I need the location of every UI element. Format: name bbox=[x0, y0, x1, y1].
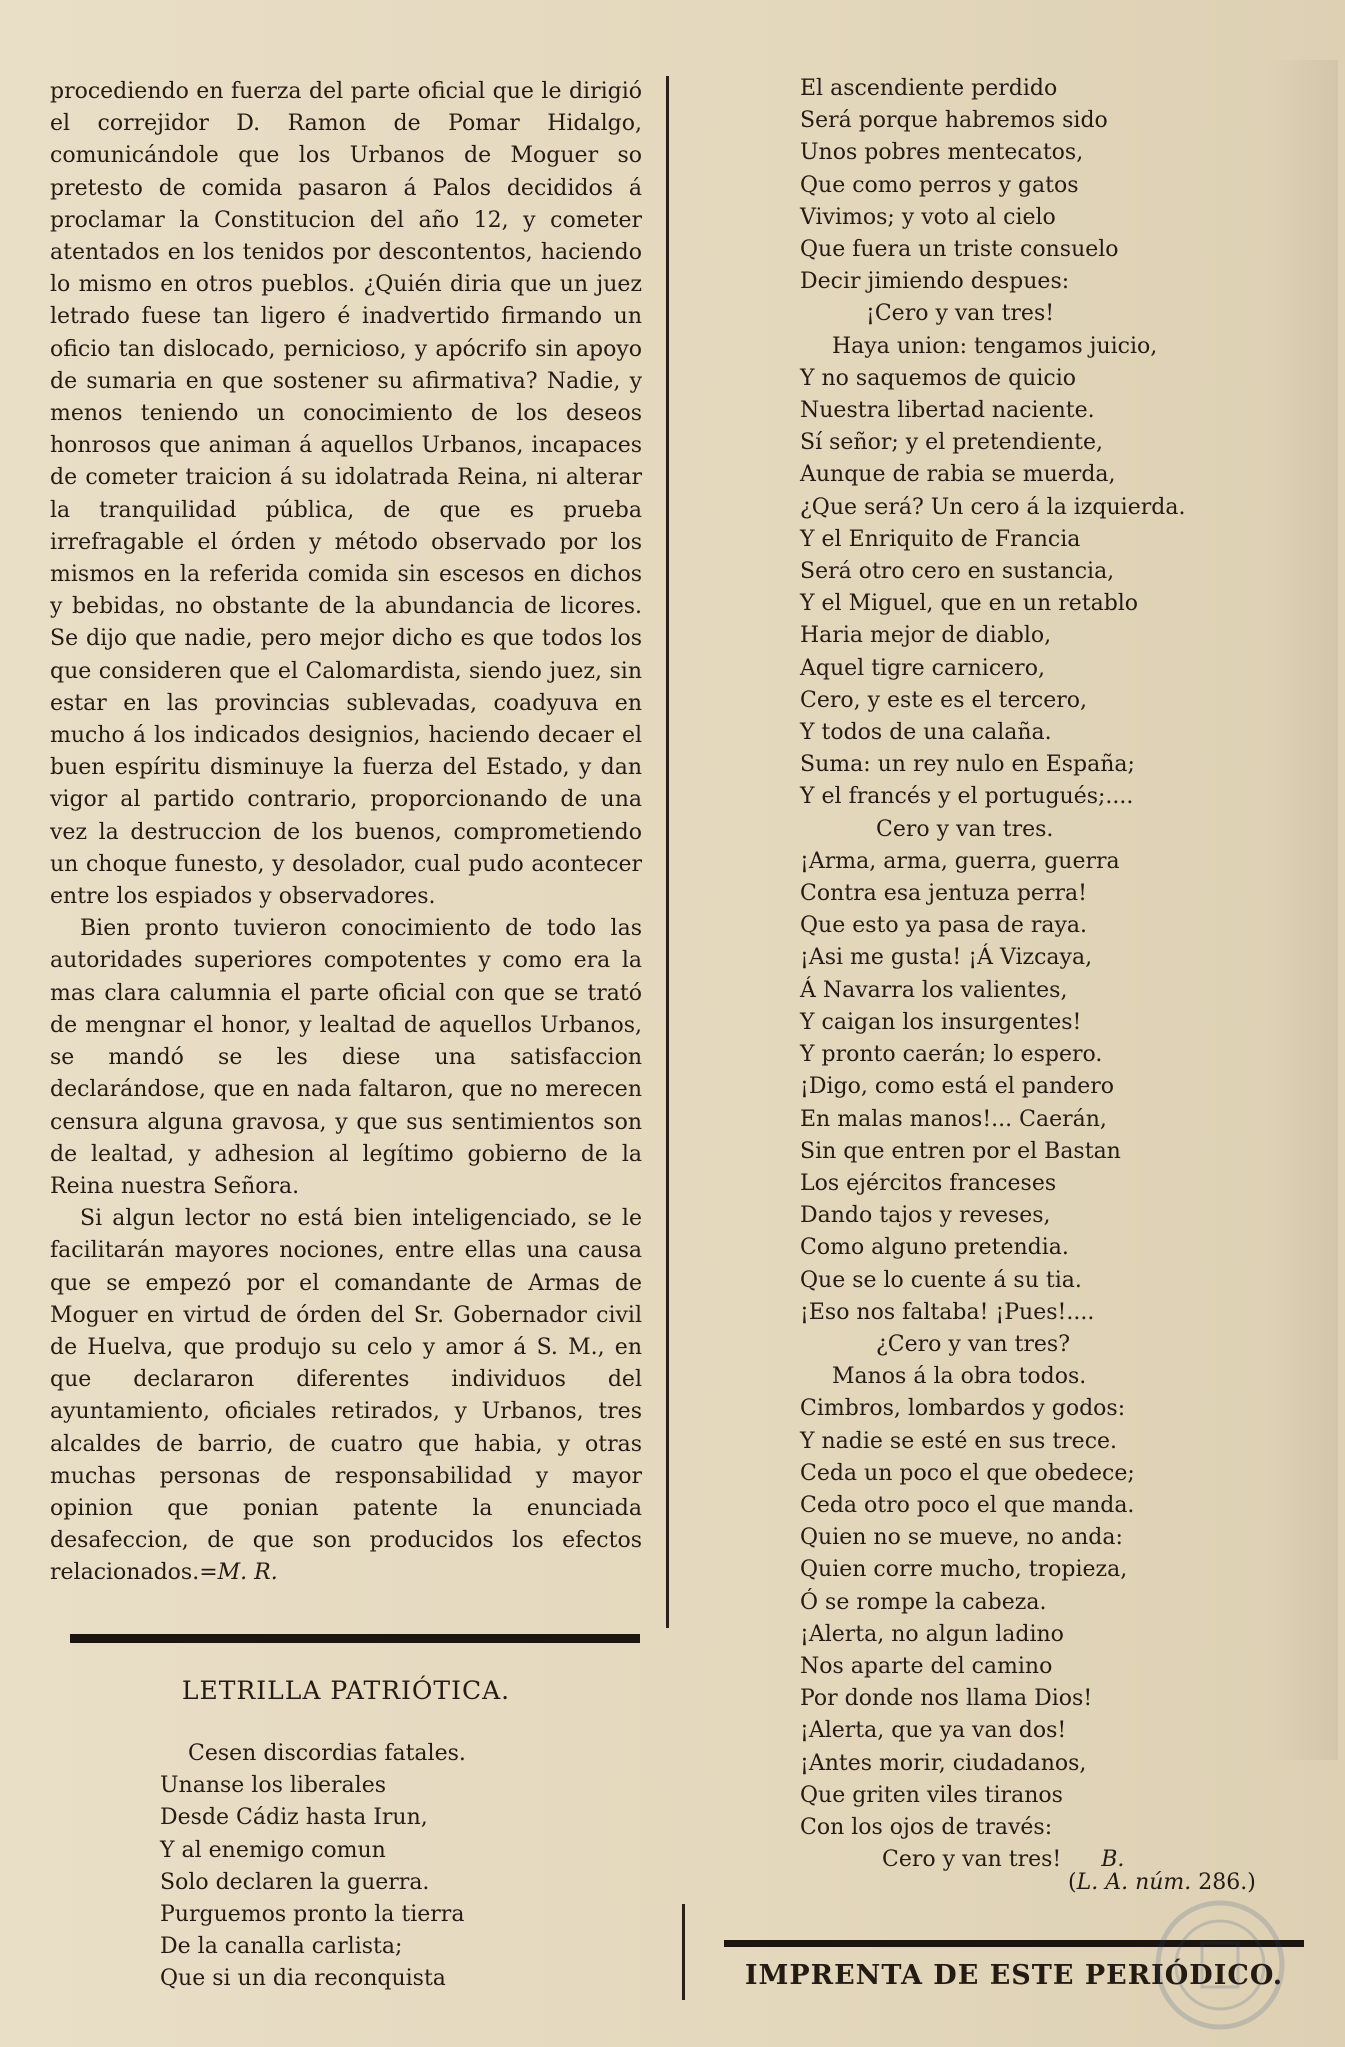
poem-line: Y nadie se esté en sus trece. bbox=[800, 1428, 1118, 1454]
poem-line: Contra esa jentuza perra! bbox=[800, 881, 1087, 907]
article-paragraph: procediendo en fuerza del parte oficial que le dirigió el correjidor D. Ramon de Pomar Hidalgo, comunicándole que los Urbanos de Moguer so pretesto de comida pasaron á Palos decididos á proclamar la Constitucion del año 12, y cometer atentados en los tenidos por descontentos, haciendo lo mismo en otros pueblos. ¿Quién diria que un juez letrado fuese tan ligero é inadvertido firmando un oficio tan dislocado, pernicioso, y apócrifo sin apoyo de sumaria en que sostener su afirmativa? Nadie, y menos teniendo un conocimiento de los deseos honrosos que animan á aquellos Urbanos, incapaces de cometer traicion á su idolatrada Reina, ni alterar la tranquilidad pública, de que es prueba irrefragable el órden y método observado por los mismos en la referida comida sin escesos en dichos y bebidas, no obstante de la abundancia de licores. Se dijo que nadie, pero mejor dicho es que todos los que consideren que el Calomardista, siendo juez, sin estar en las provincias sublevadas, coadyuva en mucho á los indicados designios, haciendo decaer el buen espíritu disminuye la fuerza del Estado, y dan vigor al partido contrario, proporcionando de una vez la destruccion de los buenos, comprometiendo un choque funesto, y desolador, cual pudo acontecer entre los espiados y observadores. bbox=[50, 79, 642, 910]
poem-line: ¿Que será? Un cero á la izquierda. bbox=[800, 494, 1186, 520]
poem-line: Purguemos pronto la tierra bbox=[160, 1902, 465, 1928]
poem-line: Que fuera un triste consuelo bbox=[800, 237, 1119, 263]
poem-line: Ceda otro poco el que manda. bbox=[800, 1492, 1135, 1518]
poem-refrain: Cero y van tres! bbox=[882, 1847, 1062, 1873]
poem-line: Manos á la obra todos. bbox=[832, 1364, 1087, 1390]
poem-line: Solo declaren la guerra. bbox=[160, 1869, 430, 1895]
poem-line: ¡Alerta, no algun ladino bbox=[800, 1621, 1064, 1647]
poem-line: El ascendiente perdido bbox=[800, 76, 1058, 101]
poem-title: LETRILLA PATRIÓTICA. bbox=[181, 1676, 511, 1705]
poem-line: Haria mejor de diablo, bbox=[800, 623, 1052, 649]
poem-line: Aunque de rabia se muerda, bbox=[800, 462, 1116, 488]
poem-line: ¡Eso nos faltaba! ¡Pues!.... bbox=[800, 1299, 1095, 1325]
poem-line: Vivimos; y voto al cielo bbox=[800, 204, 1056, 230]
poem-line: ¡Alerta, que ya van dos! bbox=[800, 1718, 1067, 1744]
poem-line: ¡Arma, arma, guerra, guerra bbox=[800, 848, 1120, 874]
poem-line: Que esto ya pasa de raya. bbox=[800, 913, 1088, 939]
poem-line: Ceda un poco el que obedece; bbox=[800, 1460, 1135, 1486]
poem-line: Y pronto caerán; lo espero. bbox=[800, 1042, 1103, 1068]
poem-line: Y el Miguel, que en un retablo bbox=[800, 591, 1139, 617]
poem-refrain: ¿Cero y van tres? bbox=[876, 1331, 1070, 1357]
article-paragraph-text: Si algun lector no está bien inteligenciado, se le facilitarán mayores nociones, entre ellas una causa que se empezó por el comandante de Armas de Moguer en virtud de órden del Sr. Gobernador civil de Huelva, que produjo su celo y amor á S. M., en que declararon diferentes individuos del ayuntamiento, oficiales retirados, y Urbanos, tres alcaldes de barrio, de cuatro que habia, y otras muchas personas de responsabilidad y mayor opinion que ponian patente la enunciada desafeccion, de que son producidos los efectos relacionados. bbox=[50, 1206, 642, 1586]
poem-line: Y el Enriquito de Francia bbox=[800, 526, 1081, 552]
poem-line: Suma: un rey nulo en España; bbox=[800, 752, 1135, 778]
poem-line: Que se lo cuente á su tia. bbox=[800, 1267, 1082, 1293]
poem-line: Sí señor; y el pretendiente, bbox=[800, 430, 1104, 456]
poem-line: Y no saquemos de quicio bbox=[800, 365, 1076, 391]
column-divider-lower bbox=[682, 1904, 685, 2000]
poem-line: Unanse los liberales bbox=[160, 1773, 387, 1799]
poem-line: Y el francés y el portugués;.... bbox=[800, 784, 1134, 810]
poem-line: Los ejércitos franceses bbox=[800, 1170, 1057, 1196]
poem-line: Por donde nos llama Dios! bbox=[800, 1686, 1093, 1712]
poem-line: Haya union: tengamos juicio, bbox=[832, 333, 1158, 359]
poem-line: Nuestra libertad naciente. bbox=[800, 398, 1095, 424]
poem-line: Será porque habremos sido bbox=[800, 108, 1108, 134]
source-ref-italic: L. A. núm. bbox=[1076, 1870, 1192, 1895]
article-paragraph bbox=[50, 1203, 642, 1589]
poem-line: ¡Digo, como está el pandero bbox=[800, 1074, 1115, 1100]
poem-line: Y todos de una calaña. bbox=[800, 720, 1052, 746]
poem-line: Que como perros y gatos bbox=[800, 172, 1079, 198]
poem-line: ¡Asi me gusta! ¡Á Vizcaya, bbox=[800, 945, 1093, 971]
library-seal-watermark bbox=[1150, 1895, 1290, 2035]
poem-line: Como alguno pretendia. bbox=[800, 1235, 1069, 1261]
left-column bbox=[50, 76, 642, 1590]
poem-refrain: ¡Cero y van tres! bbox=[866, 301, 1055, 327]
poem-line: Que griten viles tiranos bbox=[800, 1782, 1063, 1808]
poem-line: Decir jimiendo despues: bbox=[800, 269, 1070, 295]
source-ref-number: 286.) bbox=[1191, 1870, 1256, 1895]
poem-right-column bbox=[800, 73, 1300, 1876]
poem-line: Aquel tigre carnicero, bbox=[800, 655, 1045, 681]
poem-line: Que si un dia reconquista bbox=[160, 1966, 446, 1992]
poem-line: Y caigan los insurgentes! bbox=[800, 1009, 1082, 1035]
poem-line: Quien no se mueve, no anda: bbox=[800, 1525, 1123, 1551]
poem-line: Cero, y este es el tercero, bbox=[800, 687, 1088, 713]
poem-refrain: Cero y van tres. bbox=[876, 816, 1054, 842]
poem-line: Dando tajos y reveses, bbox=[800, 1203, 1051, 1229]
poem-line: Nos aparte del camino bbox=[800, 1653, 1053, 1679]
poem-line: Será otro cero en sustancia, bbox=[800, 559, 1115, 585]
article-signature: =M. R. bbox=[199, 1560, 278, 1586]
poem-line: ¡Antes morir, ciudadanos, bbox=[800, 1750, 1087, 1776]
source-reference bbox=[1068, 1870, 1256, 1895]
source-ref-open: ( bbox=[1068, 1870, 1077, 1895]
poem-line: Desde Cádiz hasta Irun, bbox=[160, 1805, 428, 1831]
poem-line: Cesen discordias fatales. bbox=[188, 1741, 466, 1766]
poem-line: Quien corre mucho, tropieza, bbox=[800, 1557, 1128, 1583]
column-divider-upper bbox=[666, 76, 669, 1628]
poem-line: Con los ojos de través: bbox=[800, 1814, 1053, 1840]
article-paragraph: Bien pronto tuvieron conocimiento de todo las autoridades superiores compotentes y como era la mas clara calumnia el parte oficial con que se trató de mengnar el honor, y lealtad de aquellos Urbanos, se mandó se les diese una satisfaccion declarándose, que en nada faltaron, que no merecen censura alguna gravosa, y que sus sentimientos son de lealtad, y adhesion al legítimo gobierno de la Reina nuestra Señora. bbox=[50, 916, 642, 1199]
poem-line: Sin que entren por el Bastan bbox=[800, 1138, 1121, 1164]
imprint-line: IMPRENTA DE ESTE PERIÓDICO. bbox=[744, 1960, 1284, 1991]
poem-line: En malas manos!... Caerán, bbox=[800, 1106, 1107, 1132]
poem-author: B. bbox=[1101, 1847, 1125, 1873]
poem-line: Unos pobres mentecatos, bbox=[800, 140, 1084, 166]
poem-line: Ó se rompe la cabeza. bbox=[800, 1589, 1047, 1615]
section-rule bbox=[70, 1634, 640, 1643]
poem-line: De la canalla carlista; bbox=[160, 1934, 403, 1960]
poem-line: Cimbros, lombardos y godos: bbox=[800, 1396, 1126, 1422]
poem-line: Á Navarra los valientes, bbox=[800, 977, 1068, 1003]
poem-left-column bbox=[160, 1738, 640, 1996]
poem-line: Y al enemigo comun bbox=[160, 1837, 386, 1863]
